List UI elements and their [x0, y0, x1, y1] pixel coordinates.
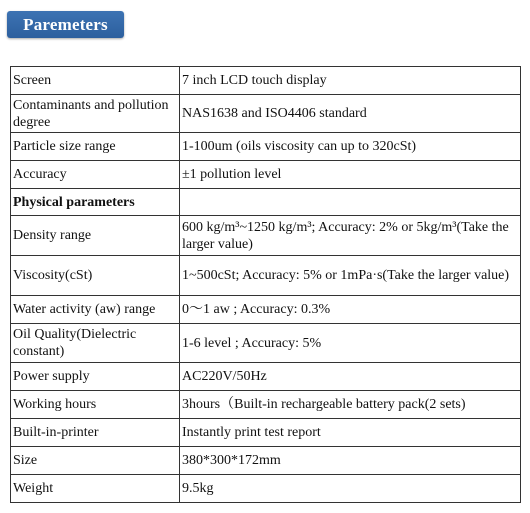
table-row: [11, 133, 521, 161]
row-value: 0～1 aw ; Accuracy: 0.3%: [180, 296, 521, 324]
table-row: [11, 95, 521, 133]
table-row: [11, 475, 521, 503]
parameters-table: [10, 66, 521, 503]
row-value: 600 kg/m³~1250 kg/m³; Accuracy: 2% or 5kg/m³(Take the larger value): [180, 216, 521, 256]
row-label: Built-in-printer: [11, 419, 180, 447]
row-label: Oil Quality(Dielectric constant): [11, 324, 180, 363]
row-label: Water activity (aw) range: [11, 296, 180, 324]
table-row: [11, 419, 521, 447]
table-row: [11, 363, 521, 391]
row-label: Accuracy: [11, 161, 180, 189]
row-value: AC220V/50Hz: [180, 363, 521, 391]
row-value: 1~500cSt; Accuracy: 5% or 1mPa·s(Take the larger value): [180, 256, 521, 296]
row-label: Weight: [11, 475, 180, 503]
table-row: [11, 447, 521, 475]
row-value: 380*300*172mm: [180, 447, 521, 475]
row-value: 1-6 level ; Accuracy: 5%: [180, 324, 521, 363]
row-label: Working hours: [11, 391, 180, 419]
row-value: [180, 189, 521, 216]
row-label: Screen: [11, 67, 180, 95]
row-label: Contaminants and pollution degree: [11, 95, 180, 133]
row-value: Instantly print test report: [180, 419, 521, 447]
table-row: [11, 67, 521, 95]
table-row: [11, 161, 521, 189]
row-label: Density range: [11, 216, 180, 256]
row-value: 7 inch LCD touch display: [180, 67, 521, 95]
page-title: Paremeters: [23, 15, 108, 34]
row-value: 3hours（Built-in rechargeable battery pack(2 sets): [180, 391, 521, 419]
table-row: [11, 256, 521, 296]
row-value: NAS1638 and ISO4406 standard: [180, 95, 521, 133]
row-value: 9.5kg: [180, 475, 521, 503]
row-label: Size: [11, 447, 180, 475]
row-label: Viscosity(cSt): [11, 256, 180, 296]
parameters-title-banner: [7, 11, 124, 38]
row-value: 1-100um (oils viscosity can up to 320cSt): [180, 133, 521, 161]
section-heading: Physical parameters: [11, 189, 180, 216]
table-row: [11, 391, 521, 419]
row-label: Particle size range: [11, 133, 180, 161]
row-label: Power supply: [11, 363, 180, 391]
table-row: [11, 189, 521, 216]
table-row: [11, 296, 521, 324]
table-row: [11, 216, 521, 256]
table-row: [11, 324, 521, 363]
row-value: ±1 pollution level: [180, 161, 521, 189]
